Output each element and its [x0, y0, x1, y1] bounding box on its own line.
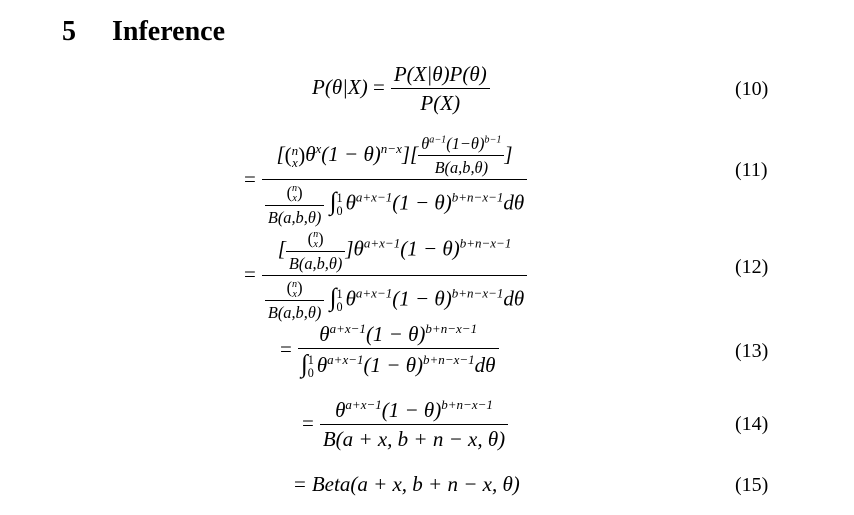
- equation-11-number: (11): [735, 159, 768, 181]
- equation-10-number: (10): [735, 78, 769, 100]
- section-title: Inference: [112, 16, 225, 47]
- equation-15: [0, 472, 854, 502]
- equation-13: [0, 322, 854, 384]
- equation-14-number: (14): [735, 413, 769, 435]
- equation-10: [0, 62, 854, 118]
- equation-14-math: = $\frac{\theta^{a+x-1}(1 - \theta)^{b+n-x-1}}{B(a + x, b + n - x, \theta)}$: [302, 398, 508, 452]
- equation-12: [0, 228, 854, 323]
- equation-12-number: (12): [735, 256, 769, 278]
- equation-10-math: P(θ|X) = $\frac{P(X|\theta)P(\theta)}{P(X)}$: [312, 62, 490, 116]
- section-heading: [62, 16, 225, 48]
- equation-15-number: (15): [735, 474, 769, 496]
- equation-11: [0, 134, 854, 227]
- equation-15-math: = Beta(a + x, b + n − x, θ): [294, 472, 520, 496]
- section-number: 5: [62, 16, 76, 47]
- equation-14: [0, 398, 854, 454]
- equation-13-number: (13): [735, 340, 769, 362]
- equation-12-math: = [ ( n x ) B(a,b,θ) ]$\theta^{a+x-1}(1 - \theta)^{b+n-x-1}$ ( n x ) B(a,b,θ) ∫ 1 0 $\theta^{a+x-1}(1 - \theta)^{b+n-x-1}d\theta$: [244, 228, 527, 323]
- equation-11-math: = [( n x )$\theta^x(1 - \theta)^{n-x}$][ $\frac{\theta^{a-1}(1-\theta)^{b-1}}{B(a,b,\theta)}$ ] ( n x ) B(a,b,θ) ∫ 1 0 $\theta^{a+x-1}(1 - \theta)^{b+n-x-1}d\theta$: [244, 134, 527, 228]
- equation-13-math: = $\theta^{a+x-1}(1 - \theta)^{b+n-x-1}$ ∫ 1 0 $\theta^{a+x-1}(1 - \theta)^{b+n-x-1}d\theta$: [280, 322, 499, 380]
